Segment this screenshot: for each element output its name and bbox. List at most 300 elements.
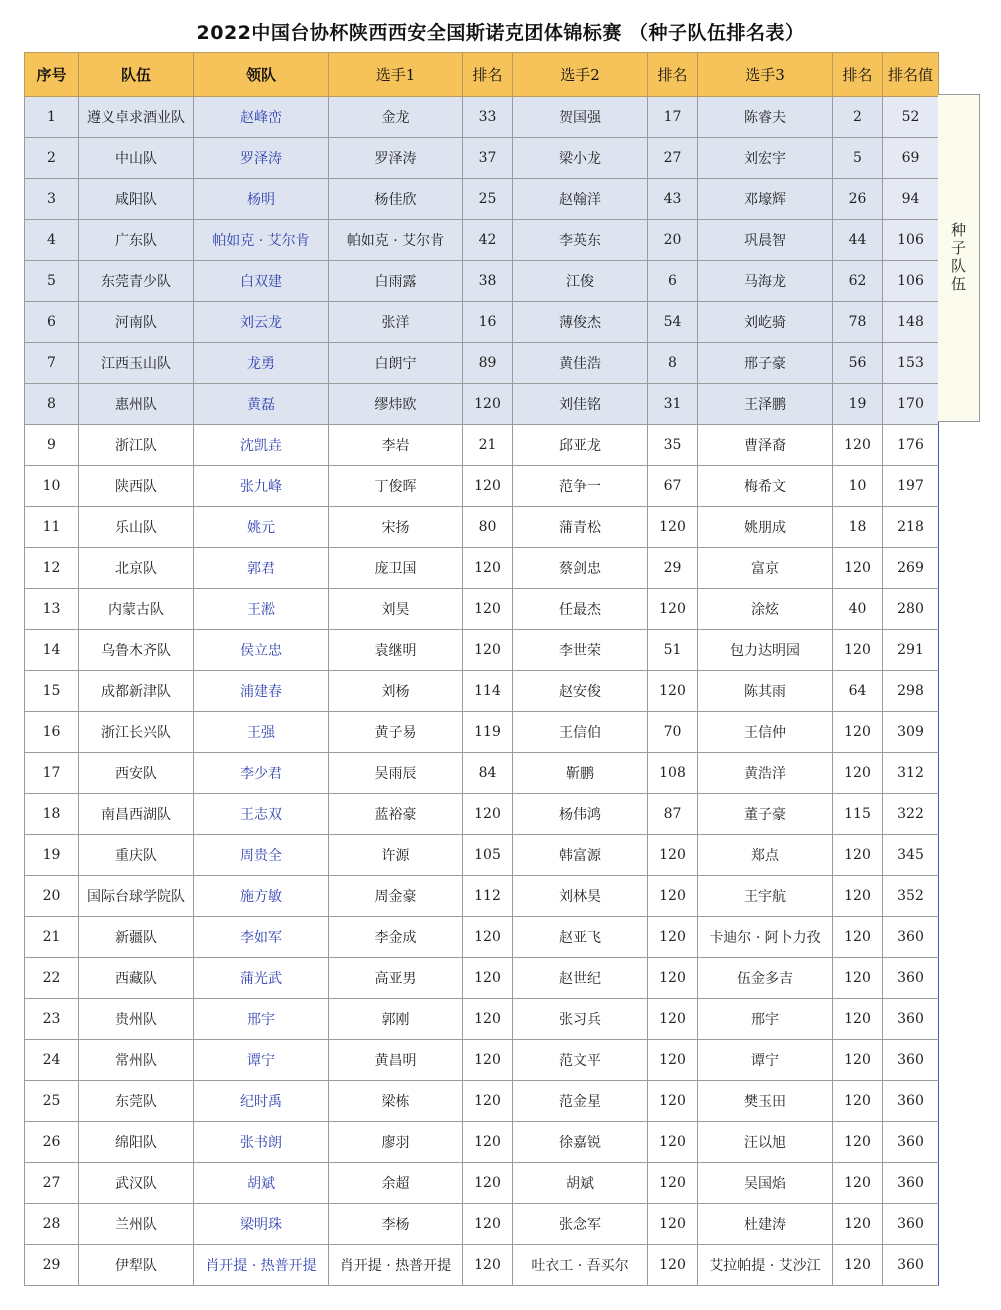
cell-team: 东莞青少队 xyxy=(79,261,194,302)
cell-rank-value: 106 xyxy=(883,261,939,302)
table-row xyxy=(25,958,939,999)
cell-player2: 杨伟鸿 xyxy=(513,794,648,835)
cell-player2: 贺国强 xyxy=(513,97,648,138)
cell-rank-value: 269 xyxy=(883,548,939,589)
cell-rank1: 21 xyxy=(463,425,513,466)
header-player1: 选手1 xyxy=(329,53,463,97)
cell-player3: 郑点 xyxy=(698,835,833,876)
cell-team: 陕西队 xyxy=(79,466,194,507)
cell-player1: 吴雨辰 xyxy=(329,753,463,794)
cell-seq: 3 xyxy=(25,179,79,220)
cell-rank-value: 94 xyxy=(883,179,939,220)
cell-seq: 4 xyxy=(25,220,79,261)
cell-rank-value: 360 xyxy=(883,1040,939,1081)
table-row xyxy=(25,507,939,548)
cell-rank-value: 322 xyxy=(883,794,939,835)
cell-rank-value: 52 xyxy=(883,97,939,138)
cell-rank2: 120 xyxy=(648,507,698,548)
cell-rank3: 120 xyxy=(833,548,883,589)
cell-seq: 5 xyxy=(25,261,79,302)
cell-team: 常州队 xyxy=(79,1040,194,1081)
cell-seq: 8 xyxy=(25,384,79,425)
cell-rank1: 33 xyxy=(463,97,513,138)
cell-team: 成都新津队 xyxy=(79,671,194,712)
cell-rank1: 37 xyxy=(463,138,513,179)
cell-player3: 梅希文 xyxy=(698,466,833,507)
cell-player2: 范争一 xyxy=(513,466,648,507)
cell-rank1: 120 xyxy=(463,958,513,999)
cell-leader: 张书朗 xyxy=(194,1122,329,1163)
table-row xyxy=(25,220,939,261)
cell-player1: 李金成 xyxy=(329,917,463,958)
cell-player2: 梁小龙 xyxy=(513,138,648,179)
cell-rank2: 120 xyxy=(648,876,698,917)
cell-team: 兰州队 xyxy=(79,1204,194,1245)
cell-rank3: 64 xyxy=(833,671,883,712)
table-row xyxy=(25,97,939,138)
cell-player1: 高亚男 xyxy=(329,958,463,999)
cell-seq: 15 xyxy=(25,671,79,712)
cell-rank-value: 176 xyxy=(883,425,939,466)
seed-ranking-table xyxy=(24,52,939,1286)
cell-rank-value: 360 xyxy=(883,958,939,999)
cell-rank3: 120 xyxy=(833,1163,883,1204)
cell-player3: 汪以旭 xyxy=(698,1122,833,1163)
cell-rank1: 120 xyxy=(463,548,513,589)
cell-rank-value: 148 xyxy=(883,302,939,343)
cell-player2: 胡斌 xyxy=(513,1163,648,1204)
cell-player3: 艾拉帕提 · 艾沙江 xyxy=(698,1245,833,1286)
cell-rank2: 87 xyxy=(648,794,698,835)
cell-team: 咸阳队 xyxy=(79,179,194,220)
cell-rank-value: 298 xyxy=(883,671,939,712)
cell-rank3: 26 xyxy=(833,179,883,220)
cell-player3: 富京 xyxy=(698,548,833,589)
table-row xyxy=(25,343,939,384)
header-leader: 领队 xyxy=(194,53,329,97)
cell-rank-value: 280 xyxy=(883,589,939,630)
cell-player1: 周金豪 xyxy=(329,876,463,917)
cell-seq: 24 xyxy=(25,1040,79,1081)
cell-team: 武汉队 xyxy=(79,1163,194,1204)
cell-rank3: 120 xyxy=(833,630,883,671)
cell-rank2: 29 xyxy=(648,548,698,589)
cell-seq: 2 xyxy=(25,138,79,179)
cell-rank-value: 352 xyxy=(883,876,939,917)
cell-rank-value: 218 xyxy=(883,507,939,548)
cell-player3: 黄浩洋 xyxy=(698,753,833,794)
cell-player2: 张念军 xyxy=(513,1204,648,1245)
cell-rank3: 120 xyxy=(833,1040,883,1081)
cell-leader: 蒲光武 xyxy=(194,958,329,999)
cell-team: 江西玉山队 xyxy=(79,343,194,384)
cell-rank1: 120 xyxy=(463,630,513,671)
cell-player2: 吐衣工 · 吾买尔 xyxy=(513,1245,648,1286)
cell-team: 新疆队 xyxy=(79,917,194,958)
table-row xyxy=(25,1204,939,1245)
cell-leader: 胡斌 xyxy=(194,1163,329,1204)
cell-player2: 任最杰 xyxy=(513,589,648,630)
cell-player1: 庞卫国 xyxy=(329,548,463,589)
cell-player2: 赵安俊 xyxy=(513,671,648,712)
cell-player1: 杨佳欣 xyxy=(329,179,463,220)
header-team: 队伍 xyxy=(79,53,194,97)
cell-rank-value: 197 xyxy=(883,466,939,507)
cell-team: 内蒙古队 xyxy=(79,589,194,630)
cell-rank2: 120 xyxy=(648,1163,698,1204)
cell-rank3: 120 xyxy=(833,1122,883,1163)
cell-leader: 王淞 xyxy=(194,589,329,630)
cell-rank2: 120 xyxy=(648,958,698,999)
cell-team: 贵州队 xyxy=(79,999,194,1040)
table-row xyxy=(25,794,939,835)
cell-leader: 谭宁 xyxy=(194,1040,329,1081)
cell-player1: 许源 xyxy=(329,835,463,876)
cell-rank2: 54 xyxy=(648,302,698,343)
cell-player1: 帕如克 · 艾尔肯 xyxy=(329,220,463,261)
cell-rank2: 120 xyxy=(648,1245,698,1286)
cell-team: 浙江长兴队 xyxy=(79,712,194,753)
cell-rank1: 80 xyxy=(463,507,513,548)
cell-leader: 郭君 xyxy=(194,548,329,589)
cell-player3: 曹泽裔 xyxy=(698,425,833,466)
cell-leader: 赵峰峦 xyxy=(194,97,329,138)
cell-player1: 金龙 xyxy=(329,97,463,138)
cell-rank1: 120 xyxy=(463,1122,513,1163)
cell-rank-value: 345 xyxy=(883,835,939,876)
header-rank-value: 排名值 xyxy=(883,53,939,97)
table-row xyxy=(25,671,939,712)
cell-seq: 23 xyxy=(25,999,79,1040)
cell-player1: 余超 xyxy=(329,1163,463,1204)
cell-rank-value: 106 xyxy=(883,220,939,261)
cell-rank2: 27 xyxy=(648,138,698,179)
cell-rank1: 120 xyxy=(463,1081,513,1122)
table-row xyxy=(25,1081,939,1122)
cell-player3: 董子豪 xyxy=(698,794,833,835)
cell-player1: 廖羽 xyxy=(329,1122,463,1163)
cell-seq: 22 xyxy=(25,958,79,999)
cell-team: 绵阳队 xyxy=(79,1122,194,1163)
cell-rank1: 120 xyxy=(463,589,513,630)
cell-leader: 白双建 xyxy=(194,261,329,302)
cell-rank2: 17 xyxy=(648,97,698,138)
page-title: 2022中国台协杯陕西西安全国斯诺克团体锦标赛 （种子队伍排名表） xyxy=(196,22,805,44)
table-row xyxy=(25,1040,939,1081)
header-seq: 序号 xyxy=(25,53,79,97)
cell-player3: 卡迪尔 · 阿卜力孜 xyxy=(698,917,833,958)
cell-player2: 刘林昊 xyxy=(513,876,648,917)
cell-rank2: 43 xyxy=(648,179,698,220)
cell-player3: 王宇航 xyxy=(698,876,833,917)
cell-rank3: 120 xyxy=(833,917,883,958)
table-row xyxy=(25,1163,939,1204)
cell-rank2: 108 xyxy=(648,753,698,794)
cell-leader: 肖开提 · 热普开提 xyxy=(194,1245,329,1286)
seed-teams-label: 种子队伍 xyxy=(949,222,967,294)
cell-rank2: 120 xyxy=(648,835,698,876)
seed-teams-label-box xyxy=(938,94,980,422)
cell-rank2: 20 xyxy=(648,220,698,261)
cell-player1: 缪炜欧 xyxy=(329,384,463,425)
cell-rank2: 6 xyxy=(648,261,698,302)
cell-rank3: 44 xyxy=(833,220,883,261)
cell-leader: 帕如克 · 艾尔肯 xyxy=(194,220,329,261)
cell-rank1: 114 xyxy=(463,671,513,712)
cell-rank-value: 153 xyxy=(883,343,939,384)
cell-leader: 张九峰 xyxy=(194,466,329,507)
cell-team: 乌鲁木齐队 xyxy=(79,630,194,671)
header-rank3: 排名 xyxy=(833,53,883,97)
header-player2: 选手2 xyxy=(513,53,648,97)
cell-leader: 纪时禹 xyxy=(194,1081,329,1122)
table-row xyxy=(25,876,939,917)
cell-player1: 白朗宁 xyxy=(329,343,463,384)
table-row xyxy=(25,835,939,876)
cell-rank1: 120 xyxy=(463,917,513,958)
cell-rank1: 89 xyxy=(463,343,513,384)
table-row xyxy=(25,261,939,302)
cell-leader: 梁明珠 xyxy=(194,1204,329,1245)
cell-player3: 陈其雨 xyxy=(698,671,833,712)
cell-player3: 吴国焰 xyxy=(698,1163,833,1204)
cell-seq: 1 xyxy=(25,97,79,138)
cell-leader: 姚元 xyxy=(194,507,329,548)
cell-leader: 沈凯垚 xyxy=(194,425,329,466)
cell-player2: 赵翰洋 xyxy=(513,179,648,220)
cell-seq: 16 xyxy=(25,712,79,753)
cell-rank1: 120 xyxy=(463,466,513,507)
cell-seq: 20 xyxy=(25,876,79,917)
cell-player2: 范文平 xyxy=(513,1040,648,1081)
table-row xyxy=(25,917,939,958)
cell-player3: 涂炫 xyxy=(698,589,833,630)
cell-rank2: 70 xyxy=(648,712,698,753)
cell-rank1: 120 xyxy=(463,1204,513,1245)
cell-leader: 杨明 xyxy=(194,179,329,220)
cell-rank2: 120 xyxy=(648,999,698,1040)
cell-player3: 刘屹骑 xyxy=(698,302,833,343)
cell-player3: 刘宏宇 xyxy=(698,138,833,179)
cell-team: 广东队 xyxy=(79,220,194,261)
cell-player3: 包力达明园 xyxy=(698,630,833,671)
cell-rank3: 120 xyxy=(833,753,883,794)
cell-rank3: 62 xyxy=(833,261,883,302)
cell-player3: 马海龙 xyxy=(698,261,833,302)
header-rank2: 排名 xyxy=(648,53,698,97)
cell-player3: 王信仲 xyxy=(698,712,833,753)
table-row xyxy=(25,712,939,753)
table-row xyxy=(25,302,939,343)
cell-leader: 王志双 xyxy=(194,794,329,835)
cell-player3: 姚朋成 xyxy=(698,507,833,548)
cell-leader: 施方敏 xyxy=(194,876,329,917)
cell-rank1: 38 xyxy=(463,261,513,302)
cell-player2: 范金星 xyxy=(513,1081,648,1122)
cell-seq: 19 xyxy=(25,835,79,876)
cell-rank1: 25 xyxy=(463,179,513,220)
cell-rank2: 120 xyxy=(648,917,698,958)
cell-team: 北京队 xyxy=(79,548,194,589)
cell-leader: 龙勇 xyxy=(194,343,329,384)
cell-player3: 伍金多吉 xyxy=(698,958,833,999)
cell-player2: 赵亚飞 xyxy=(513,917,648,958)
cell-player3: 邓壕辉 xyxy=(698,179,833,220)
cell-player1: 李杨 xyxy=(329,1204,463,1245)
cell-player2: 赵世纪 xyxy=(513,958,648,999)
table-row xyxy=(25,999,939,1040)
cell-leader: 侯立忠 xyxy=(194,630,329,671)
cell-rank2: 35 xyxy=(648,425,698,466)
cell-player3: 樊玉田 xyxy=(698,1081,833,1122)
cell-rank3: 10 xyxy=(833,466,883,507)
cell-rank2: 67 xyxy=(648,466,698,507)
cell-rank3: 120 xyxy=(833,712,883,753)
cell-player3: 邢宇 xyxy=(698,999,833,1040)
cell-team: 中山队 xyxy=(79,138,194,179)
cell-player3: 杜建涛 xyxy=(698,1204,833,1245)
cell-player1: 丁俊晖 xyxy=(329,466,463,507)
cell-player2: 黄佳浩 xyxy=(513,343,648,384)
cell-seq: 9 xyxy=(25,425,79,466)
cell-player1: 李岩 xyxy=(329,425,463,466)
cell-player1: 罗泽涛 xyxy=(329,138,463,179)
cell-player3: 巩晨智 xyxy=(698,220,833,261)
cell-rank2: 120 xyxy=(648,1204,698,1245)
cell-rank3: 18 xyxy=(833,507,883,548)
cell-seq: 7 xyxy=(25,343,79,384)
cell-rank1: 84 xyxy=(463,753,513,794)
cell-player2: 邱亚龙 xyxy=(513,425,648,466)
cell-rank-value: 360 xyxy=(883,999,939,1040)
cell-seq: 6 xyxy=(25,302,79,343)
cell-leader: 浦建春 xyxy=(194,671,329,712)
cell-team: 国际台球学院队 xyxy=(79,876,194,917)
cell-player3: 邢子豪 xyxy=(698,343,833,384)
cell-leader: 周贵全 xyxy=(194,835,329,876)
cell-rank-value: 69 xyxy=(883,138,939,179)
cell-player1: 刘昊 xyxy=(329,589,463,630)
table-row xyxy=(25,1245,939,1286)
cell-team: 浙江队 xyxy=(79,425,194,466)
cell-team: 东莞队 xyxy=(79,1081,194,1122)
cell-rank3: 120 xyxy=(833,1081,883,1122)
cell-rank-value: 312 xyxy=(883,753,939,794)
cell-rank-value: 360 xyxy=(883,917,939,958)
cell-seq: 25 xyxy=(25,1081,79,1122)
cell-rank3: 120 xyxy=(833,958,883,999)
cell-rank2: 120 xyxy=(648,1122,698,1163)
table-row xyxy=(25,425,939,466)
cell-player1: 肖开提 · 热普开提 xyxy=(329,1245,463,1286)
cell-rank-value: 360 xyxy=(883,1081,939,1122)
cell-leader: 李少君 xyxy=(194,753,329,794)
cell-player2: 张习兵 xyxy=(513,999,648,1040)
cell-rank1: 16 xyxy=(463,302,513,343)
cell-rank2: 120 xyxy=(648,671,698,712)
cell-rank1: 120 xyxy=(463,1040,513,1081)
cell-rank2: 8 xyxy=(648,343,698,384)
cell-rank1: 120 xyxy=(463,1163,513,1204)
cell-seq: 27 xyxy=(25,1163,79,1204)
cell-player1: 蓝裕豪 xyxy=(329,794,463,835)
cell-player2: 韩富源 xyxy=(513,835,648,876)
cell-seq: 18 xyxy=(25,794,79,835)
cell-rank1: 120 xyxy=(463,1245,513,1286)
cell-rank-value: 170 xyxy=(883,384,939,425)
cell-leader: 王强 xyxy=(194,712,329,753)
cell-leader: 刘云龙 xyxy=(194,302,329,343)
table-row xyxy=(25,384,939,425)
cell-player2: 蔡剑忠 xyxy=(513,548,648,589)
cell-leader: 李如军 xyxy=(194,917,329,958)
cell-rank3: 5 xyxy=(833,138,883,179)
cell-player3: 王泽鹏 xyxy=(698,384,833,425)
table-row xyxy=(25,179,939,220)
cell-rank3: 40 xyxy=(833,589,883,630)
cell-rank-value: 291 xyxy=(883,630,939,671)
cell-player2: 蒲青松 xyxy=(513,507,648,548)
cell-player3: 陈睿夫 xyxy=(698,97,833,138)
cell-rank1: 120 xyxy=(463,999,513,1040)
cell-rank2: 120 xyxy=(648,589,698,630)
cell-player1: 袁继明 xyxy=(329,630,463,671)
cell-rank2: 51 xyxy=(648,630,698,671)
cell-rank-value: 309 xyxy=(883,712,939,753)
cell-team: 南昌西湖队 xyxy=(79,794,194,835)
cell-rank1: 42 xyxy=(463,220,513,261)
header-row xyxy=(25,53,939,97)
table-row xyxy=(25,1122,939,1163)
cell-rank1: 112 xyxy=(463,876,513,917)
cell-player1: 张洋 xyxy=(329,302,463,343)
cell-seq: 29 xyxy=(25,1245,79,1286)
cell-player2: 薄俊杰 xyxy=(513,302,648,343)
table-row xyxy=(25,466,939,507)
cell-seq: 26 xyxy=(25,1122,79,1163)
cell-rank3: 120 xyxy=(833,835,883,876)
cell-player1: 郭刚 xyxy=(329,999,463,1040)
cell-rank2: 120 xyxy=(648,1040,698,1081)
cell-seq: 13 xyxy=(25,589,79,630)
cell-seq: 11 xyxy=(25,507,79,548)
cell-player2: 李世荣 xyxy=(513,630,648,671)
cell-leader: 邢宇 xyxy=(194,999,329,1040)
cell-team: 西安队 xyxy=(79,753,194,794)
cell-seq: 10 xyxy=(25,466,79,507)
cell-rank1: 120 xyxy=(463,384,513,425)
cell-player3: 谭宁 xyxy=(698,1040,833,1081)
cell-player2: 李英东 xyxy=(513,220,648,261)
cell-rank3: 115 xyxy=(833,794,883,835)
cell-rank-value: 360 xyxy=(883,1204,939,1245)
cell-rank2: 120 xyxy=(648,1081,698,1122)
cell-team: 河南队 xyxy=(79,302,194,343)
cell-rank3: 120 xyxy=(833,1245,883,1286)
cell-rank1: 105 xyxy=(463,835,513,876)
cell-team: 遵义卓求酒业队 xyxy=(79,97,194,138)
cell-rank-value: 360 xyxy=(883,1122,939,1163)
cell-rank1: 120 xyxy=(463,794,513,835)
cell-team: 西藏队 xyxy=(79,958,194,999)
cell-rank3: 56 xyxy=(833,343,883,384)
table-row xyxy=(25,589,939,630)
cell-rank3: 120 xyxy=(833,425,883,466)
cell-team: 重庆队 xyxy=(79,835,194,876)
cell-seq: 12 xyxy=(25,548,79,589)
cell-seq: 28 xyxy=(25,1204,79,1245)
cell-rank3: 120 xyxy=(833,876,883,917)
